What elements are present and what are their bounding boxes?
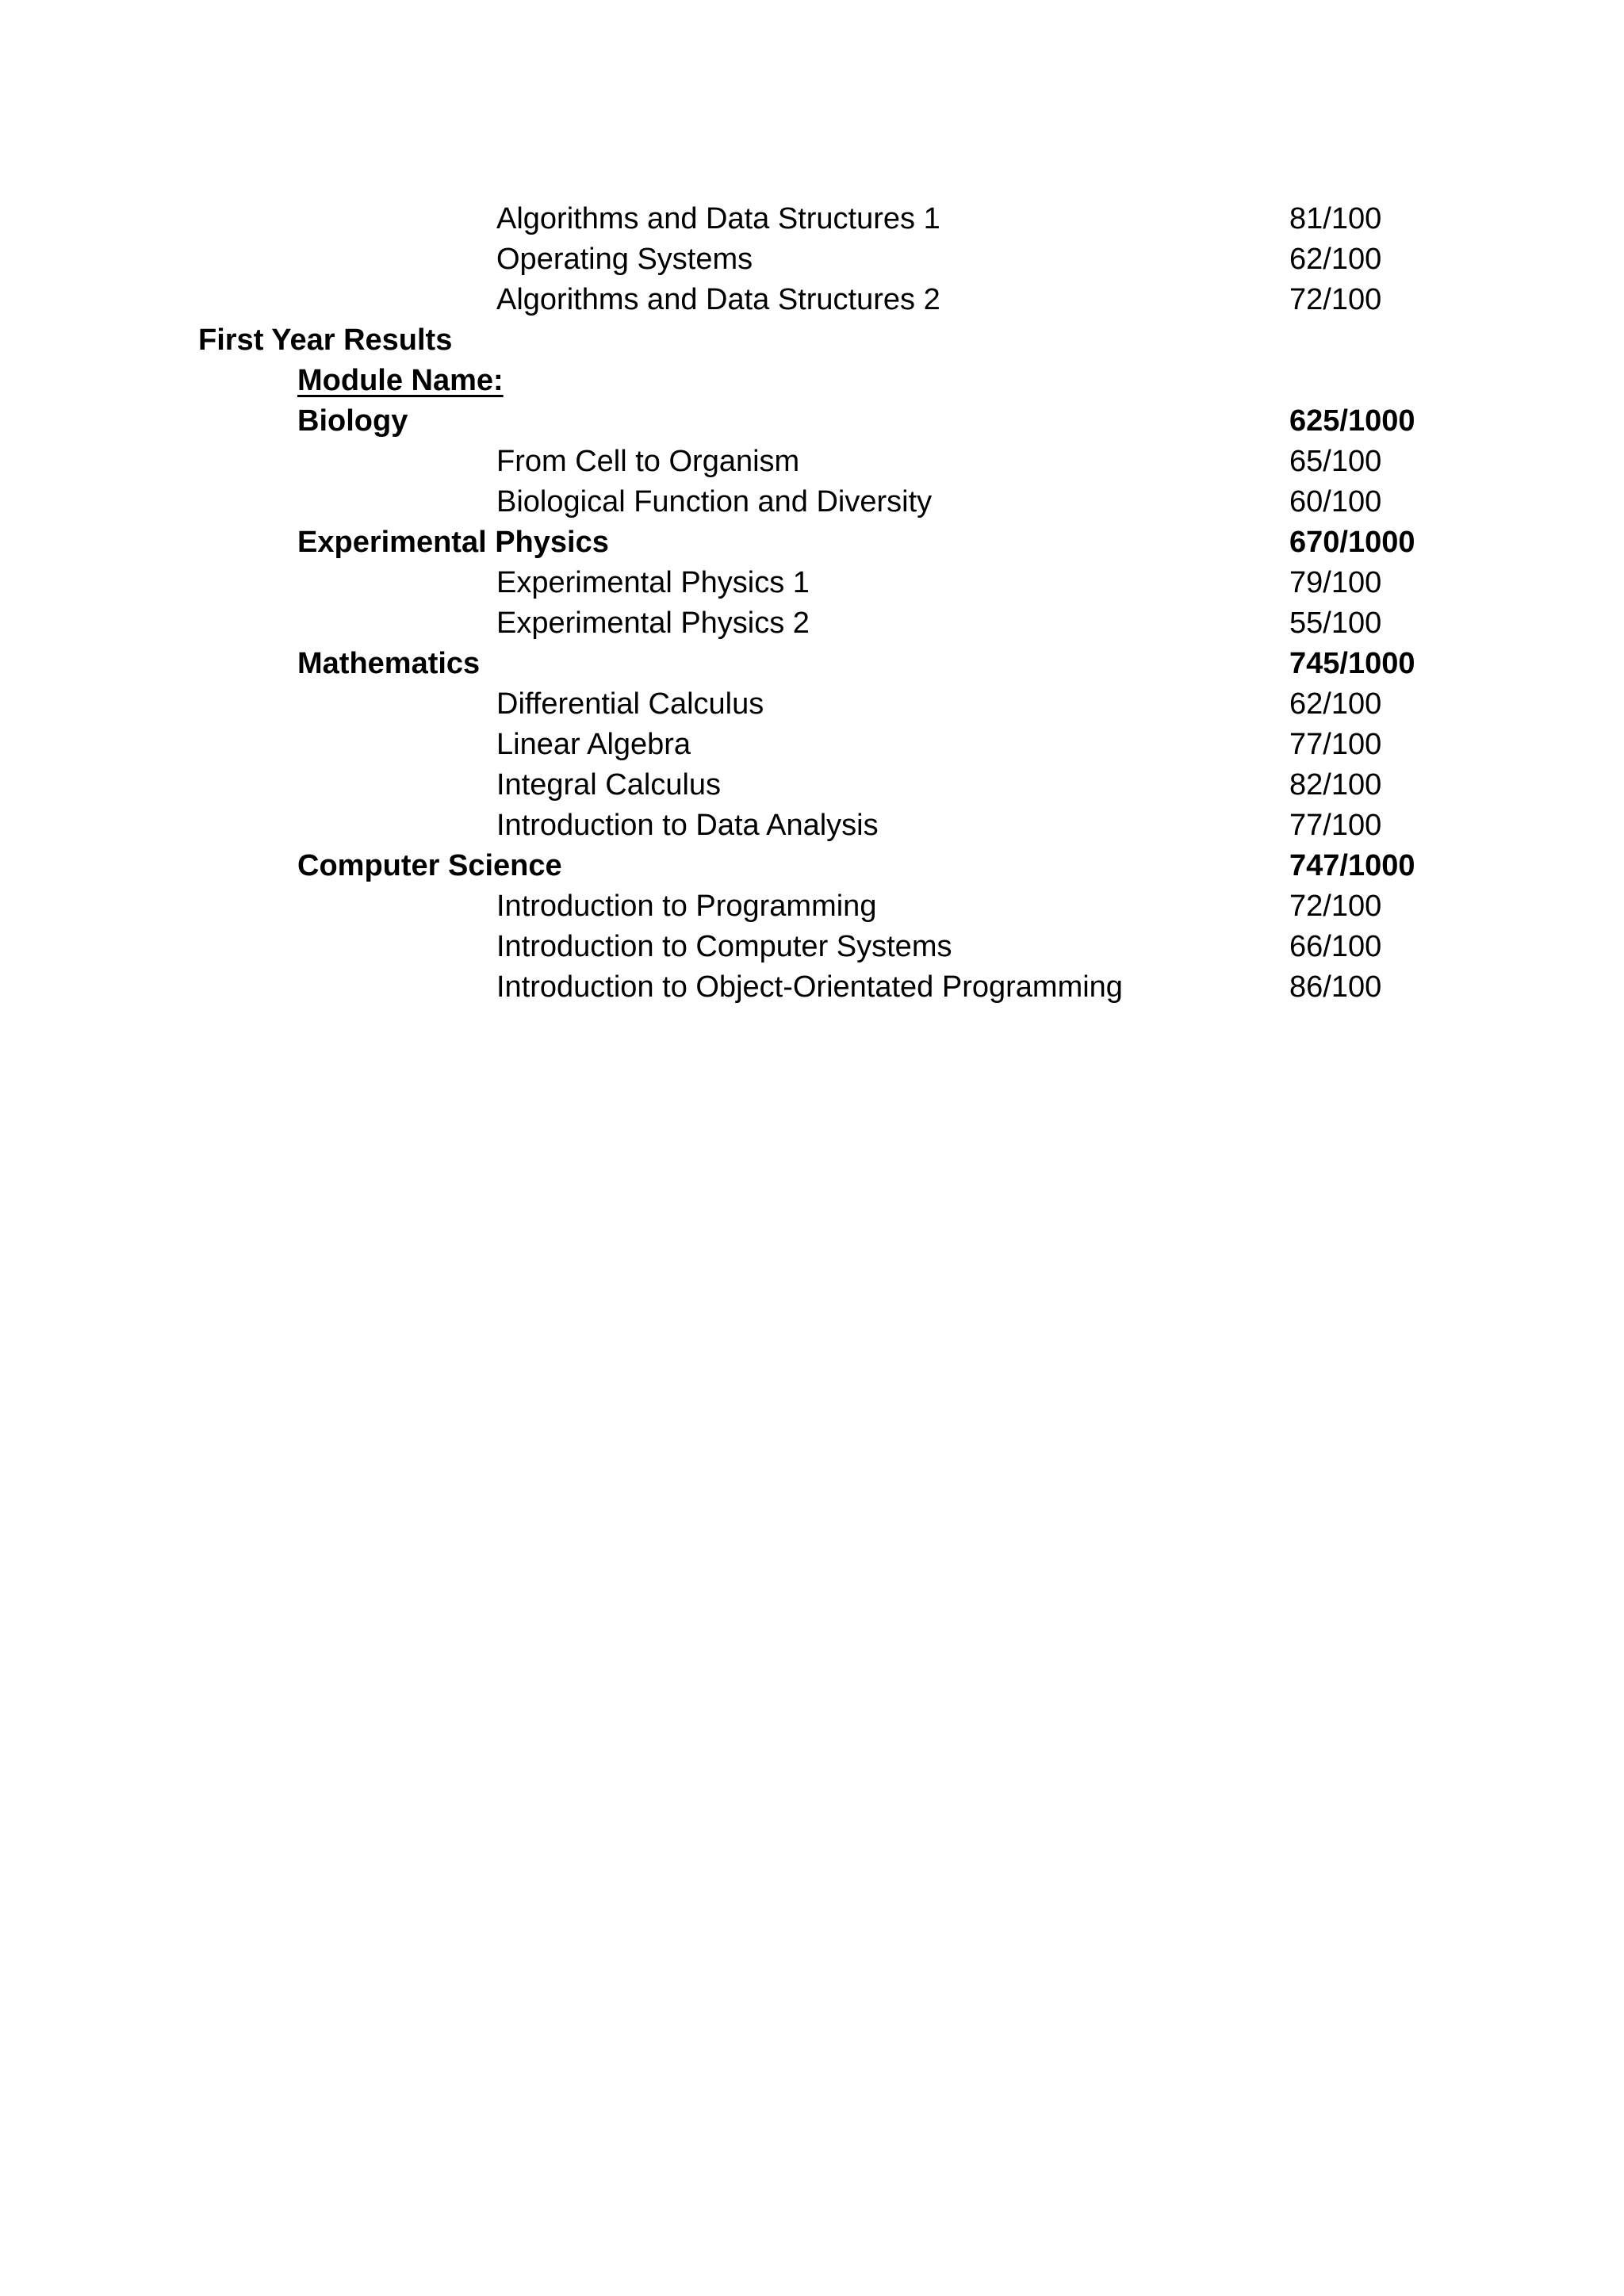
result-row [0, 806, 1624, 845]
module-score: 747/1000 [1289, 849, 1415, 882]
course-score: 60/100 [1289, 485, 1382, 519]
column-header-row [0, 361, 1624, 400]
result-row [0, 684, 1624, 724]
result-row [0, 280, 1624, 320]
course-score: 86/100 [1289, 970, 1382, 1004]
result-row [0, 886, 1624, 926]
module-name: Mathematics [297, 647, 481, 680]
column-header: Module Name: [297, 364, 504, 397]
course-name: From Cell to Organism [496, 445, 800, 478]
module-score: 625/1000 [1289, 404, 1415, 438]
module-row [0, 846, 1624, 886]
course-name: Introduction to Object-Orientated Programming [496, 970, 1123, 1004]
result-row [0, 765, 1624, 805]
module-name: Computer Science [297, 849, 562, 882]
course-name: Algorithms and Data Structures 1 [496, 202, 940, 235]
course-name: Linear Algebra [496, 728, 691, 761]
section-heading-row [0, 320, 1624, 360]
course-name: Operating Systems [496, 243, 753, 276]
module-row [0, 644, 1624, 683]
section-heading: First Year Results [198, 323, 453, 357]
course-name: Biological Function and Diversity [496, 485, 933, 519]
course-name: Differential Calculus [496, 687, 764, 721]
course-name: Integral Calculus [496, 768, 722, 802]
course-score: 81/100 [1289, 202, 1382, 235]
course-score: 62/100 [1289, 687, 1382, 721]
module-name: Experimental Physics [297, 526, 609, 559]
course-name: Introduction to Programming [496, 890, 877, 923]
module-score: 745/1000 [1289, 647, 1415, 680]
course-name: Algorithms and Data Structures 2 [496, 283, 940, 316]
course-score: 72/100 [1289, 890, 1382, 923]
course-score: 66/100 [1289, 930, 1382, 963]
course-name: Experimental Physics 1 [496, 566, 810, 599]
course-score: 82/100 [1289, 768, 1382, 802]
course-score: 62/100 [1289, 243, 1382, 276]
result-row [0, 725, 1624, 764]
module-name: Biology [297, 404, 408, 438]
result-row [0, 199, 1624, 239]
course-score: 65/100 [1289, 445, 1382, 478]
result-row [0, 603, 1624, 643]
course-score: 72/100 [1289, 283, 1382, 316]
result-row [0, 927, 1624, 966]
course-name: Introduction to Computer Systems [496, 930, 952, 963]
result-row [0, 239, 1624, 279]
course-name: Experimental Physics 2 [496, 607, 810, 640]
course-score: 55/100 [1289, 607, 1382, 640]
course-score: 77/100 [1289, 728, 1382, 761]
course-score: 79/100 [1289, 566, 1382, 599]
result-row [0, 482, 1624, 522]
module-score: 670/1000 [1289, 526, 1415, 559]
result-row [0, 563, 1624, 603]
module-row [0, 522, 1624, 562]
course-score: 77/100 [1289, 809, 1382, 842]
module-row [0, 401, 1624, 441]
course-name: Introduction to Data Analysis [496, 809, 879, 842]
result-row [0, 442, 1624, 481]
result-row [0, 967, 1624, 1007]
